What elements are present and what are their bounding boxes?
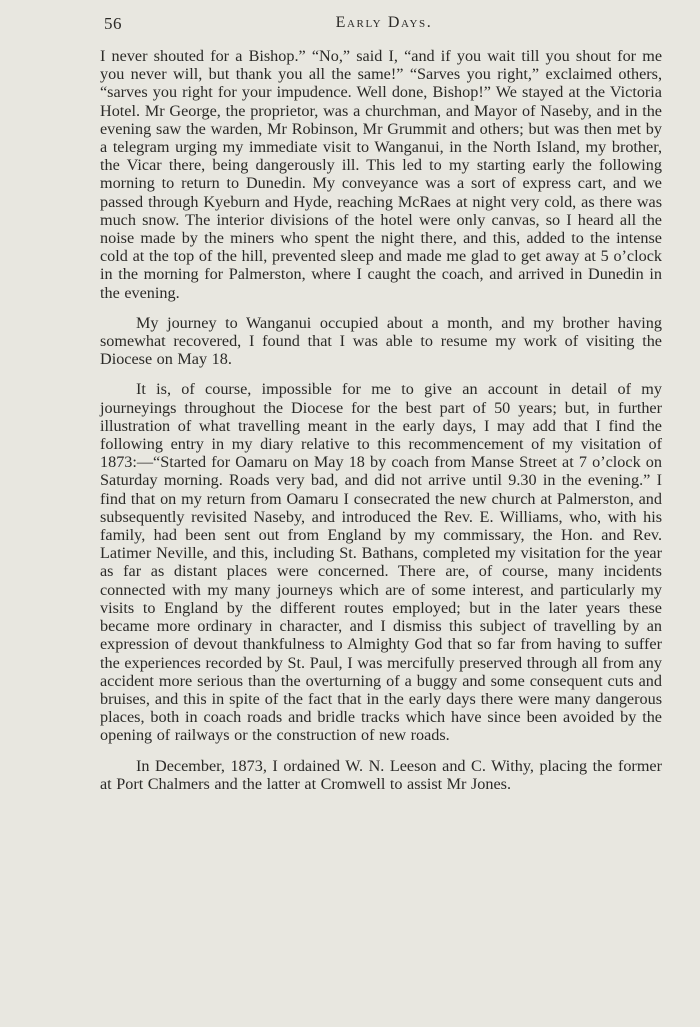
paragraph-journeyings: It is, of course, impossible for me to give an account in detail of my journeyings throughout the Diocese for the best part of 50 years; but, in further illustration of what travelling meant in the early days, I may add that I find the following entry in my diary relative to this recommencement of my visitation of 1873:—“Started for Oamaru on May 18 by coach from Manse Street at 7 o’clock on Saturday morning. Roads very bad, and did not arrive until 9.30 in the evening.” I find that on my return from Oamaru I consecrated the new church at Palmerston, and subsequently revisited Naseby, and introduced the Rev. E. Williams, who, with his family, had been sent out from England by my commissary, the Hon. and Rev. Latimer Neville, and this, including St. Bathans, completed my visitation for the year as far as distant places were concerned. There are, of course, many incidents connected with my many journeys which are of some interest, and particularly my visits to England by the different routes employed; but in the later years these became more ordinary in character, and I dismiss this subject of travelling by an expression of devout thankfulness to Almighty God that so far from having to suffer the experiences recorded by St. Paul, I was mercifully preserved through all from any accident more serious than the overturning of a buggy and some consequent cuts and bruises, and this in spite of the fact that in the early days there were many dangerous places, both in coach roads and bridle tracks which have since been avoided by the opening of railways or the construction of new roads. (100, 380, 662, 745)
page-header (104, 14, 664, 38)
body-text (100, 47, 662, 793)
paragraph-wanganui-journey: My journey to Wanganui occupied about a month, and my brother having somewhat recovered, I found that I was able to resume my work of visiting the Diocese on May 18. (100, 313, 662, 369)
running-head: Early Days. (335, 14, 433, 31)
paragraph-ordination: In December, 1873, I ordained W. N. Leeson and C. Withy, placing the former at Port Chalmers and the latter at Cromwell to assist Mr Jones. (100, 756, 662, 793)
paragraph-continued: I never shouted for a Bishop.” “No,” said I, “and if you wait till you shout for me you never will, but thank you all the same!” “Sarves you right,” exclaimed others, “sarves you right for your impudence. Well done, Bishop!” We stayed at the Victoria Hotel. Mr George, the proprietor, was a churchman, and Mayor of Naseby, and in the evening saw the warden, Mr Robinson, Mr Grummit and others; but was then met by a telegram urging my immediate visit to Wanganui, in the North Island, my brother, the Vicar there, being dangerously ill. This led to my starting early the following morning to return to Dunedin. My conveyance was a sort of express cart, and we passed through Kyeburn and Hyde, reaching McRaes at night very cold, as there was much snow. The interior divisions of the hotel were only canvas, so I heard all the noise made by the miners who spent the night there, and this, added to the intense cold at the top of the hill, prevented sleep and made me glad to get away at 5 o’clock in the morning for Palmerston, where I caught the coach, and arrived in Dunedin in the evening. (100, 47, 662, 302)
page-number: 56 (104, 14, 122, 33)
